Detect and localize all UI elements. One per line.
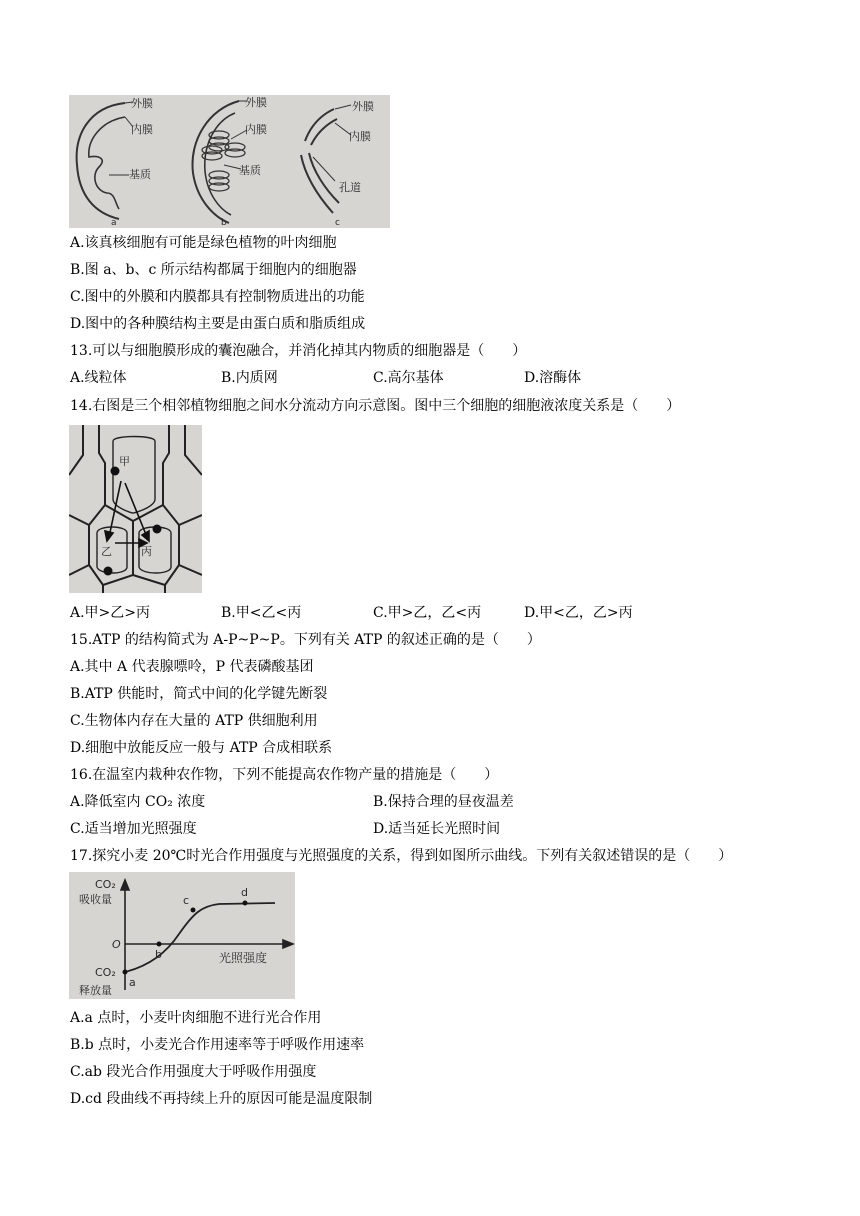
q16-option-b: B.保持合理的昼夜温差 — [373, 794, 514, 810]
q12-option-b: B.图 a、b、c 所示结构都属于细胞内的细胞器 — [70, 262, 357, 278]
q13-option-c: C.高尔基体 — [373, 370, 444, 386]
q17-fig-ybot: CO₂ — [95, 966, 116, 979]
q17-fig-xlabel: 光照强度 — [219, 951, 268, 965]
q14-option-d: D.甲<乙，乙>丙 — [524, 605, 633, 621]
fig12-label-b-outer: 外膜 — [245, 96, 267, 109]
q17-option-c: C.ab 段光合作用强度大于呼吸作用强度 — [70, 1064, 317, 1080]
fig12-sub-b: b — [221, 218, 227, 228]
q15-option-c: C.生物体内存在大量的 ATP 供细胞利用 — [70, 713, 318, 729]
fig12-sub-a: a — [111, 218, 117, 228]
cell-label-yi: 乙 — [101, 545, 112, 558]
q15-option-b: B.ATP 供能时，简式中间的化学键先断裂 — [70, 686, 328, 702]
q17-fig-ytop: CO₂ — [95, 878, 116, 891]
fig12-label-c-outer: 外膜 — [352, 100, 374, 113]
q17-fig-ybot2: 释放量 — [79, 984, 112, 997]
q12-option-c: C.图中的外膜和内膜都具有控制物质进出的功能 — [70, 289, 365, 305]
q17-option-b: B.b 点时，小麦光合作用速率等于呼吸作用速率 — [70, 1037, 365, 1053]
q17-option-d: D.cd 段曲线不再持续上升的原因可能是温度限制 — [70, 1091, 373, 1107]
q16-option-a: A.降低室内 CO₂ 浓度 — [70, 794, 206, 810]
q13-option-d: D.溶酶体 — [524, 370, 582, 386]
q17-point-a: a — [129, 976, 136, 989]
q17-fig-ytop2: 吸收量 — [79, 893, 112, 906]
fig12-label-c-pore: 孔道 — [339, 181, 361, 194]
q15-option-a: A.其中 A 代表腺嘌呤，P 代表磷酸基团 — [70, 659, 314, 675]
q14-option-b: B.甲<乙<丙 — [221, 605, 302, 621]
fig12-label-a-inner: 内膜 — [131, 123, 153, 136]
fig12-sub-c: c — [335, 218, 340, 228]
photosynthesis-curve-figure — [69, 872, 295, 999]
q13-option-b: B.内质网 — [221, 370, 278, 386]
organelle-figure — [69, 95, 390, 228]
q13-stem: 13.可以与细胞膜形成的囊泡融合，并消化掉其内物质的细胞器是（ ） — [70, 343, 527, 359]
cell-label-jia: 甲 — [119, 455, 130, 468]
q12-option-d: D.图中的各种膜结构主要是由蛋白质和脂质组成 — [70, 316, 366, 332]
q15-stem: 15.ATP 的结构简式为 A-P~P~P。下列有关 ATP 的叙述正确的是（ ） — [70, 632, 541, 648]
q17-stem: 17.探究小麦 20℃时光合作用强度与光照强度的关系，得到如图所示曲线。下列有关叙述错误的是（ ） — [70, 848, 733, 864]
q16-stem: 16.在温室内栽种农作物，下列不能提高农作物产量的措施是（ ） — [70, 767, 499, 783]
q17-point-d: d — [241, 886, 248, 899]
q16-option-c: C.适当增加光照强度 — [70, 821, 197, 837]
q17-option-a: A.a 点时，小麦叶肉细胞不进行光合作用 — [70, 1010, 322, 1026]
fig12-label-c-inner: 内膜 — [349, 130, 371, 143]
q17-point-c: c — [183, 894, 190, 907]
plant-cells-figure — [69, 425, 202, 593]
q17-fig-origin: O — [112, 938, 121, 951]
fig12-label-b-matrix: 基质 — [239, 164, 261, 177]
fig12-label-b-inner: 内膜 — [245, 123, 267, 136]
q16-option-d: D.适当延长光照时间 — [373, 821, 501, 837]
q17-point-b: b — [155, 948, 162, 961]
q15-option-d: D.细胞中放能反应一般与 ATP 合成相联系 — [70, 740, 333, 756]
q14-option-a: A.甲>乙>丙 — [70, 605, 151, 621]
q13-option-a: A.线粒体 — [70, 370, 127, 386]
cell-label-bing: 丙 — [141, 545, 152, 558]
q14-option-c: C.甲>乙，乙<丙 — [373, 605, 482, 621]
fig12-label-a-outer: 外膜 — [131, 97, 153, 110]
q14-stem: 14.右图是三个相邻植物细胞之间水分流动方向示意图。图中三个细胞的细胞液浓度关系是（ ） — [70, 398, 681, 414]
fig12-label-a-matrix: 基质 — [129, 168, 151, 181]
q12-option-a: A.该真核细胞有可能是绿色植物的叶肉细胞 — [70, 235, 337, 251]
